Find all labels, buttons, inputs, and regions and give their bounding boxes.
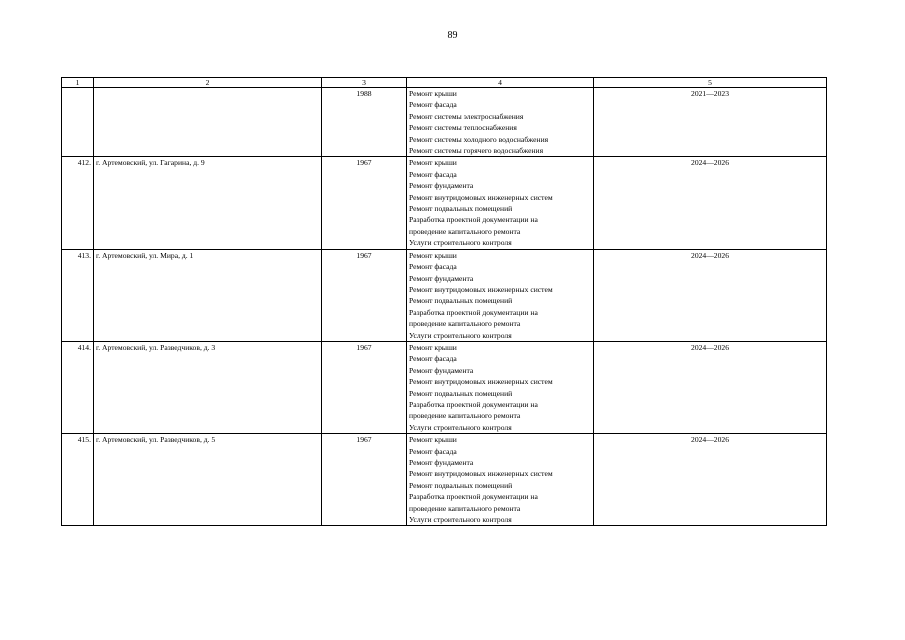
row-period: 2024—2026 xyxy=(594,249,827,341)
work-item: Ремонт подвальных помещений xyxy=(409,204,513,214)
work-item: Услуги строительного контроля xyxy=(409,330,512,340)
table-row xyxy=(62,249,827,341)
header-cell-4: 4 xyxy=(407,78,594,88)
work-item: Разработка проектной документации на xyxy=(409,307,538,317)
work-item: Ремонт фундамента xyxy=(409,365,474,375)
work-item: Ремонт фундамента xyxy=(409,181,474,191)
row-number: 413. xyxy=(62,249,94,341)
work-item: Ремонт крыши xyxy=(409,342,457,352)
work-item: Разработка проектной документации на xyxy=(409,399,538,409)
table-row xyxy=(62,341,827,433)
table-row xyxy=(62,88,827,157)
header-cell-2: 2 xyxy=(94,78,322,88)
work-item: Ремонт системы электроснабжения xyxy=(409,111,524,121)
work-item: Услуги строительного контроля xyxy=(409,515,512,525)
row-period: 2024—2026 xyxy=(594,157,827,249)
work-item: Услуги строительного контроля xyxy=(409,238,512,248)
row-year: 1967 xyxy=(322,157,407,249)
table-row xyxy=(62,434,827,526)
row-year: 1967 xyxy=(322,434,407,526)
row-works xyxy=(407,88,594,157)
work-item: Ремонт внутридомовых инженерных систем xyxy=(409,284,553,294)
work-item: Ремонт системы теплоснабжения xyxy=(409,123,517,133)
row-address: г. Артемовский, ул. Мира, д. 1 xyxy=(94,249,322,341)
header-cell-3: 3 xyxy=(322,78,407,88)
row-address xyxy=(94,88,322,157)
work-item: Ремонт фасада xyxy=(409,354,457,364)
row-number: 414. xyxy=(62,341,94,433)
work-item: Разработка проектной документации на xyxy=(409,492,538,502)
row-period: 2021—2023 xyxy=(594,88,827,157)
repair-schedule-table xyxy=(61,77,827,526)
row-works xyxy=(407,249,594,341)
work-item: Разработка проектной документации на xyxy=(409,215,538,225)
work-item: Ремонт фасада xyxy=(409,262,457,272)
work-item: Ремонт фасада xyxy=(409,100,457,110)
work-item: Ремонт крыши xyxy=(409,89,457,98)
work-item: Ремонт внутридомовых инженерных систем xyxy=(409,192,553,202)
work-item: Ремонт крыши xyxy=(409,435,457,445)
work-item: Ремонт подвальных помещений xyxy=(409,296,513,306)
row-year: 1967 xyxy=(322,341,407,433)
row-period: 2024—2026 xyxy=(594,341,827,433)
header-cell-5: 5 xyxy=(594,78,827,88)
work-item: Ремонт системы горячего водоснабжения xyxy=(409,146,544,156)
page-number: 89 xyxy=(447,30,458,41)
work-item: Ремонт подвальных помещений xyxy=(409,388,513,398)
row-works xyxy=(407,434,594,526)
work-item: Услуги строительного контроля xyxy=(409,422,512,432)
row-year: 1988 xyxy=(322,88,407,157)
work-item: Ремонт внутридомовых инженерных систем xyxy=(409,469,553,479)
row-number xyxy=(62,88,94,157)
row-address: г. Артемовский, ул. Разведчиков, д. 3 xyxy=(94,341,322,433)
work-item: Ремонт фундамента xyxy=(409,458,474,467)
work-item: проведение капитального ремонта xyxy=(409,411,521,421)
work-item: Ремонт подвальных помещений xyxy=(409,480,513,490)
row-year: 1967 xyxy=(322,249,407,341)
header-cell-1: 1 xyxy=(62,78,94,88)
work-item: Ремонт внутридомовых инженерных систем xyxy=(409,377,553,387)
row-address: г. Артемовский, ул. Разведчиков, д. 5 xyxy=(94,434,322,526)
row-works xyxy=(407,157,594,249)
table-row xyxy=(62,157,827,249)
work-item: Ремонт системы холодного водоснабжения xyxy=(409,134,549,144)
work-item: проведение капитального ремонта xyxy=(409,503,521,513)
row-number: 412. xyxy=(62,157,94,249)
work-item: проведение капитального ремонта xyxy=(409,319,521,329)
work-item: Ремонт фундамента xyxy=(409,273,474,283)
header-row xyxy=(62,78,827,88)
row-period: 2024—2026 xyxy=(594,434,827,526)
row-address: г. Артемовский, ул. Гагарина, д. 9 xyxy=(94,157,322,249)
row-works xyxy=(407,341,594,433)
row-number: 415. xyxy=(62,434,94,526)
work-item: Ремонт крыши xyxy=(409,250,457,260)
work-item: проведение капитального ремонта xyxy=(409,226,521,236)
work-item: Ремонт фасада xyxy=(409,446,457,456)
work-item: Ремонт фасада xyxy=(409,169,457,179)
work-item: Ремонт крыши xyxy=(409,158,457,168)
